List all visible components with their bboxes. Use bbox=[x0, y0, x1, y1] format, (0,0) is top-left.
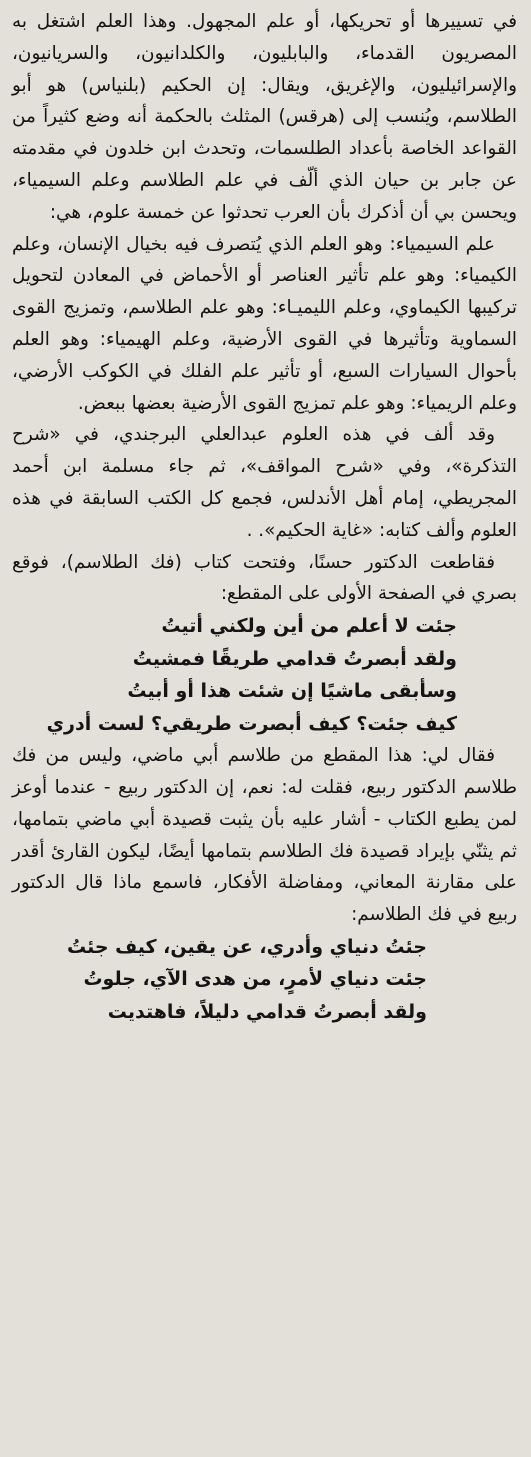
verse-line: جئت دنياي لأمرٍ، من هدى الآي، جلوتُ bbox=[83, 968, 427, 991]
verse-block-abu-madi bbox=[12, 610, 517, 740]
paragraph-talismans-history: في تسييرها أو تحريكها، أو علم المجهول. وهذا العلم اشتغل به المصريون القدماء، والبابليون، والكلدانيون، والسريانيون، والإسرائيليون، والإغريق، ويقال: إن الحكيم (بلنياس) هو أبو الطلاسم، ويُنسب إلى (هرقس) المثلث بالحكمة أنه وضع كثيراً من القواعد الخاصة بأعداد الطلسمات، وتحدث ابن خلدون في مقدمته عن جابر بن حيان الذي ألّف في علم الطلاسم وعلم السيمياء، ويحسن بي أن أذكرك بأن العرب تحدثوا عن خمسة علوم، هي: bbox=[12, 11, 517, 223]
paragraph-five-sciences: علم السيمياء: وهو العلم الذي يُتصرف فيه بخيال الإنسان، وعلم الكيمياء: وهو علم تأثير العناصر أو الأحماض في المعادن لتحويل تركيبها الكيماوي، وعلم الليميـاء: وهو علم الطلاسم، وتمزيج القوى السماوية وتأثيرها في القوى الأرضية، وعلم الهيمياء: وهو العلم بأحوال السيارات السبع، أو تأثير علم الفلك في الكوكب الأرضي، وعلم الريمياء: وهو علم تمزيج القوى الأرضية بعضها ببعض. bbox=[12, 233, 517, 414]
verse-line: وسأبقى ماشيًا إن شئت هذا أو أبيتُ bbox=[127, 680, 457, 703]
verse-line: كيف جئت؟ كيف أبصرت طريقي؟ لست أدري bbox=[46, 712, 457, 735]
paragraph-interruption: فقاطعت الدكتور حسنًا، وفتحت كتاب (فك الطلاسم)، فوقع بصري في الصفحة الأولى على المقطع: bbox=[12, 551, 517, 605]
paragraph-authors: وقد ألف في هذه العلوم عبدالعلي البرجندي، في «شرح التذكرة»، وفي «شرح المواقف»، ثم جاء مسلمة ابن أحمد المجريطي، إمام أهل الأندلس، فجمع كل الكتب السابقة في هذه العلوم وألف كتابه: «غاية الحكيم». . bbox=[12, 424, 517, 541]
paragraph-explanation: فقال لي: هذا المقطع من طلاسم أبي ماضي، وليس من فك طلاسم الدكتور ربيع، فقلت له: نعم، إن الدكتور ربيع - عندما أوعز لمن يطبع الكتاب - أشار عليه بأن يثبت قصيدة أبي ماضي بتمامها، ثم يثنّي بإيراد قصيدة فك الطلاسم بتمامها أيضًا، ليكون القارئ أقدر على مقارنة المعاني، ومفاضلة الأفكار، فاسمع ماذا قال الدكتور ربيع في فك الطلاسم: bbox=[12, 745, 517, 926]
verse-line: جئت لا أعلم من أين ولكني أتيتُ bbox=[161, 615, 457, 638]
verse-line: ولقد أبصرتُ قدامي طريقًا فمشيتُ bbox=[132, 647, 457, 670]
verse-block-rabie bbox=[12, 931, 517, 1029]
verse-line: ولقد أبصرتُ قدامي دليلاً، فاهتديت bbox=[107, 1000, 427, 1023]
verse-line: جئتُ دنياي وأدري، عن يقين، كيف جئتُ bbox=[66, 935, 427, 958]
